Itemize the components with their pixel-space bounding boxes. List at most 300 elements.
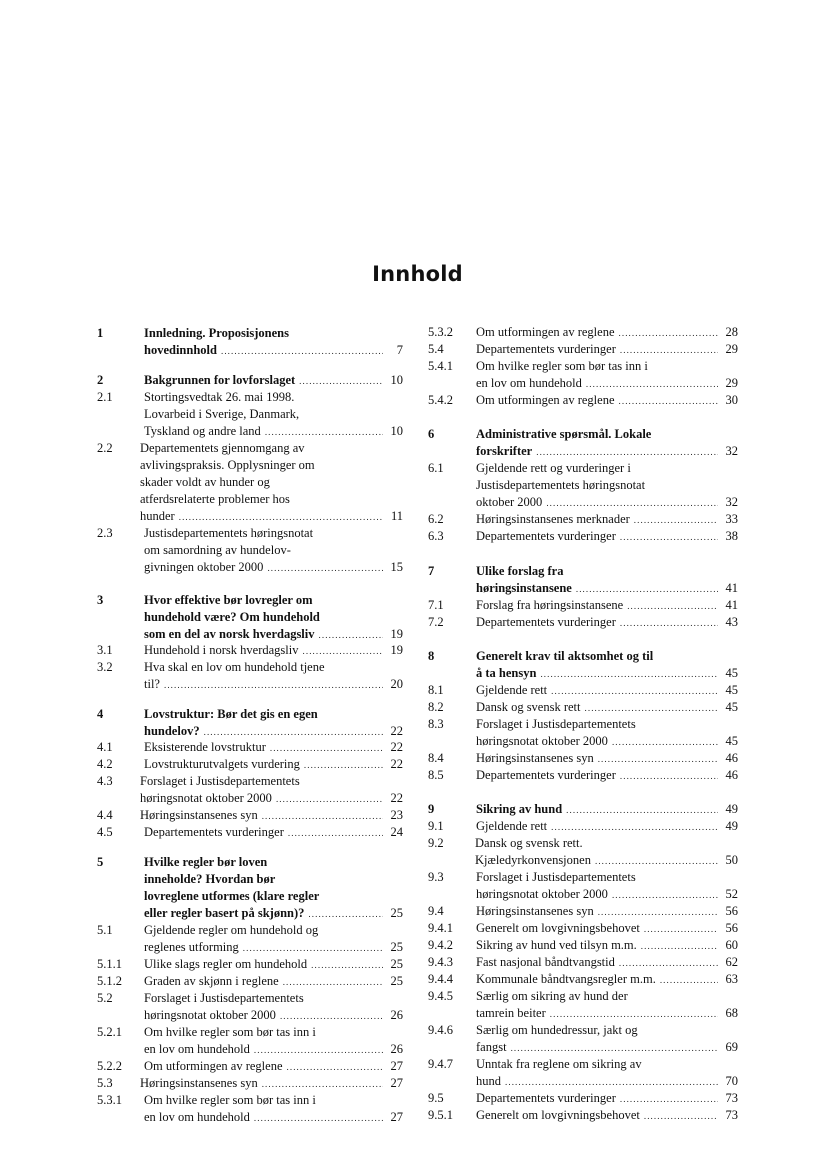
toc-entry-number: 4.2 bbox=[97, 757, 113, 771]
toc-entry[interactable] bbox=[428, 528, 738, 545]
toc-entry-title-line: Departementets vurderinger bbox=[476, 615, 616, 629]
toc-entry-title-line: Forslaget i Justisdepartementets bbox=[476, 717, 636, 731]
toc-entry-number: 9.5 bbox=[428, 1091, 444, 1105]
toc-entry[interactable] bbox=[97, 956, 403, 973]
toc-page-number: 10 bbox=[390, 373, 403, 387]
leader-dots bbox=[243, 940, 383, 957]
toc-entry-number: 6.1 bbox=[428, 461, 444, 475]
toc-entry-number: 9.4.6 bbox=[428, 1023, 453, 1037]
toc-entry[interactable] bbox=[428, 971, 738, 988]
toc-entry-title-line: hund bbox=[476, 1074, 501, 1088]
leader-dots bbox=[644, 921, 718, 938]
toc-entry-title-line: som en del av norsk hverdagsliv bbox=[144, 627, 315, 641]
toc-entry-number: 1 bbox=[97, 326, 104, 340]
toc-page-number: 20 bbox=[390, 677, 403, 691]
toc-entry[interactable] bbox=[428, 699, 738, 716]
toc-entry-number: 5.1 bbox=[97, 923, 113, 937]
toc-entry-title-line: inneholde? Hvordan bør bbox=[144, 872, 276, 886]
toc-entry-title-line: Gjeldende rett bbox=[476, 819, 548, 833]
toc-entry-title-line: hunder bbox=[140, 509, 175, 523]
toc-entry-title-line: Gjeldende regler om hundehold og bbox=[144, 923, 319, 937]
toc-entry-title-line: tamrein beiter bbox=[476, 1006, 546, 1020]
toc-page-number: 46 bbox=[725, 751, 738, 765]
toc-page-number: 56 bbox=[725, 904, 738, 918]
toc-entry-title-line: Departementets gjennomgang av bbox=[140, 441, 305, 455]
toc-entry[interactable] bbox=[428, 392, 738, 409]
toc-entry-number: 5.1.2 bbox=[97, 974, 122, 988]
toc-entry[interactable] bbox=[428, 648, 738, 682]
toc-entry-title-line: en lov om hundehold bbox=[476, 376, 582, 390]
toc-page-number: 45 bbox=[725, 700, 738, 714]
toc-entry-number: 5 bbox=[97, 855, 104, 869]
toc-entry-number: 6.3 bbox=[428, 529, 444, 543]
toc-entry[interactable] bbox=[428, 801, 738, 818]
toc-entry-number: 3.2 bbox=[97, 660, 113, 674]
toc-entry-title-line: Administrative spørsmål. Lokale bbox=[476, 427, 652, 441]
leader-dots bbox=[620, 342, 718, 359]
leader-dots bbox=[308, 906, 383, 923]
toc-entry-number: 4.5 bbox=[97, 825, 113, 839]
leader-dots bbox=[254, 1110, 383, 1127]
toc-page-number: 60 bbox=[725, 938, 738, 952]
leader-dots bbox=[619, 325, 719, 342]
toc-entry[interactable] bbox=[428, 716, 738, 750]
leader-dots bbox=[283, 974, 383, 991]
toc-entry-title-line: hovedinnhold bbox=[144, 343, 217, 357]
leader-dots bbox=[620, 529, 718, 546]
leader-dots bbox=[267, 560, 383, 577]
toc-page-number: 22 bbox=[390, 791, 403, 805]
toc-entry-title-line: Sikring av hund bbox=[476, 802, 563, 816]
toc-page-number: 25 bbox=[390, 906, 403, 920]
toc-entry[interactable] bbox=[97, 756, 403, 773]
toc-page-number: 25 bbox=[390, 974, 403, 988]
toc-page-number: 22 bbox=[390, 757, 403, 771]
toc-entry-number: 5.1.1 bbox=[97, 957, 122, 971]
leader-dots bbox=[551, 683, 718, 700]
toc-entry-title-line: Ulike forslag fra bbox=[476, 564, 564, 578]
toc-entry-title-line: Stortingsvedtak 26. mai 1998. bbox=[144, 390, 295, 404]
toc-entry-title-line: Departementets vurderinger bbox=[476, 342, 616, 356]
toc-entry[interactable] bbox=[97, 642, 403, 659]
toc-page-number: 73 bbox=[725, 1091, 738, 1105]
toc-entry-title-line: Graden av skjønn i reglene bbox=[144, 974, 279, 988]
toc-entry[interactable] bbox=[428, 682, 738, 699]
leader-dots bbox=[598, 904, 718, 921]
toc-entry-title-line: Ulike slags regler om hundehold bbox=[144, 957, 308, 971]
leader-dots bbox=[270, 740, 383, 757]
toc-entry-title-line: Generelt om lovgivningsbehovet bbox=[476, 921, 640, 935]
toc-entry-number: 4.4 bbox=[97, 808, 113, 822]
toc-entry-title-line: fangst bbox=[476, 1040, 507, 1054]
toc-page-number: 22 bbox=[390, 740, 403, 754]
toc-entry-title-line: Lovstrukturutvalgets vurdering bbox=[144, 757, 300, 771]
toc-entry-number: 4 bbox=[97, 707, 104, 721]
toc-entry[interactable] bbox=[97, 1024, 403, 1058]
toc-entry-number: 5.2.1 bbox=[97, 1025, 122, 1039]
toc-entry-number: 8.1 bbox=[428, 683, 444, 697]
toc-entry-number: 8.5 bbox=[428, 768, 444, 782]
leader-dots bbox=[288, 825, 383, 842]
toc-entry[interactable] bbox=[428, 903, 738, 920]
toc-entry[interactable] bbox=[97, 973, 403, 990]
toc-entry-number: 8.3 bbox=[428, 717, 444, 731]
toc-entry-title-line: givningen oktober 2000 bbox=[144, 560, 264, 574]
toc-entry-title-line: hundelov? bbox=[144, 724, 200, 738]
toc-page-number: 49 bbox=[725, 819, 738, 833]
toc-entry-number: 5.2.2 bbox=[97, 1059, 122, 1073]
toc-page-number: 19 bbox=[390, 627, 403, 641]
toc-entry-number: 5.3 bbox=[97, 1076, 113, 1090]
toc-entry-number: 9.4.5 bbox=[428, 989, 453, 1003]
toc-entry-title-line: Særlig om hundedressur, jakt og bbox=[476, 1023, 638, 1037]
toc-entry[interactable] bbox=[428, 324, 738, 341]
leader-dots bbox=[620, 768, 718, 785]
toc-entry-number: 8.4 bbox=[428, 751, 444, 765]
toc-entry-title-line: Unntak fra reglene om sikring av bbox=[476, 1057, 642, 1071]
leader-dots bbox=[540, 666, 718, 683]
toc-entry[interactable] bbox=[97, 706, 403, 740]
toc-page-number: 41 bbox=[725, 598, 738, 612]
leader-dots bbox=[612, 887, 718, 904]
toc-entry-title-line: Om utformingen av reglene bbox=[476, 325, 615, 339]
toc-entry-number: 9.4 bbox=[428, 904, 444, 918]
toc-entry-title-line: Lovarbeid i Sverige, Danmark, bbox=[144, 407, 300, 421]
toc-page-number: 49 bbox=[725, 802, 738, 816]
page-title: Innhold bbox=[372, 262, 463, 286]
leader-dots bbox=[586, 376, 718, 393]
toc-entry-title-line: Om hvilke regler som bør tas inn i bbox=[144, 1025, 316, 1039]
toc-entry-number: 9 bbox=[428, 802, 435, 816]
toc-entry[interactable] bbox=[97, 807, 403, 824]
leader-dots bbox=[303, 643, 384, 660]
toc-entry-title-line: Justisdepartementets høringsnotat bbox=[476, 478, 646, 492]
leader-dots bbox=[627, 598, 718, 615]
toc-entry-title-line: Høringsinstansenes syn bbox=[140, 1076, 258, 1090]
toc-entry-title-line: eller regler basert på skjønn)? bbox=[144, 906, 305, 920]
toc-entry-number: 9.4.4 bbox=[428, 972, 453, 986]
toc-entry-number: 2.1 bbox=[97, 390, 113, 404]
toc-entry-title-line: Kjæledyrkonvensjonen bbox=[475, 853, 591, 867]
toc-entry-number: 9.2 bbox=[428, 836, 444, 850]
toc-entry[interactable] bbox=[97, 990, 403, 1024]
leader-dots bbox=[262, 1076, 383, 1093]
toc-entry-number: 4.3 bbox=[97, 774, 113, 788]
toc-entry[interactable] bbox=[97, 525, 403, 576]
toc-entry-title-line: Kommunale båndtvangsregler m.m. bbox=[476, 972, 656, 986]
toc-entry-number: 9.1 bbox=[428, 819, 444, 833]
leader-dots bbox=[276, 791, 383, 808]
toc-entry-title-line: Forslaget i Justisdepartementets bbox=[140, 774, 300, 788]
toc-entry-title-line: Om hvilke regler som bør tas inn i bbox=[144, 1093, 316, 1107]
toc-entry[interactable] bbox=[428, 358, 738, 392]
toc-entry-title-line: høringsnotat oktober 2000 bbox=[476, 887, 608, 901]
toc-entry[interactable] bbox=[97, 440, 403, 525]
leader-dots bbox=[254, 1042, 383, 1059]
toc-entry-title-line: reglenes utforming bbox=[144, 940, 239, 954]
leader-dots bbox=[511, 1040, 718, 1057]
toc-entry-number: 9.4.7 bbox=[428, 1057, 453, 1071]
toc-entry-number: 2.3 bbox=[97, 526, 113, 540]
toc-entry-title-line: Hundehold i norsk hverdagsliv bbox=[144, 643, 299, 657]
toc-entry-title-line: Generelt om lovgivningsbehovet bbox=[476, 1108, 640, 1122]
leader-dots bbox=[299, 373, 383, 390]
toc-entry[interactable] bbox=[97, 922, 403, 956]
toc-entry-title-line: Om utformingen av reglene bbox=[144, 1059, 283, 1073]
toc-entry[interactable] bbox=[428, 937, 738, 954]
toc-entry-title-line: Lovstruktur: Bør det gis en egen bbox=[144, 707, 318, 721]
toc-entry-number: 8 bbox=[428, 649, 435, 663]
leader-dots bbox=[619, 955, 718, 972]
toc-page-number: 62 bbox=[725, 955, 738, 969]
toc-entry-title-line: Eksisterende lovstruktur bbox=[144, 740, 266, 754]
toc-entry[interactable] bbox=[428, 869, 738, 903]
toc-entry-number: 2.2 bbox=[97, 441, 113, 455]
toc-entry-title-line: Dansk og svensk rett. bbox=[475, 836, 583, 850]
toc-entry-title-line: høringsinstansene bbox=[476, 581, 572, 595]
toc-entry[interactable] bbox=[428, 614, 738, 631]
toc-entry-number: 9.4.1 bbox=[428, 921, 453, 935]
toc-entry-number: 3 bbox=[97, 593, 104, 607]
toc-entry[interactable] bbox=[428, 1022, 738, 1056]
leader-dots bbox=[164, 677, 383, 694]
toc-entry[interactable] bbox=[97, 659, 403, 693]
toc-entry[interactable] bbox=[428, 988, 738, 1022]
toc-entry-title-line: Departementets vurderinger bbox=[476, 529, 616, 543]
toc-page-number: 26 bbox=[390, 1008, 403, 1022]
toc-entry-number: 7 bbox=[428, 564, 435, 578]
toc-entry-number: 3.1 bbox=[97, 643, 113, 657]
toc-entry-title-line: til? bbox=[144, 677, 160, 691]
toc-entry-title-line: å ta hensyn bbox=[476, 666, 537, 680]
toc-entry-title-line: Forslaget i Justisdepartementets bbox=[144, 991, 304, 1005]
leader-dots bbox=[179, 509, 383, 526]
toc-entry[interactable] bbox=[97, 592, 403, 643]
toc-entry-title-line: Høringsinstansenes syn bbox=[476, 904, 594, 918]
leader-dots bbox=[619, 393, 719, 410]
toc-entry[interactable] bbox=[428, 511, 738, 528]
toc-entry-title-line: Bakgrunnen for lovforslaget bbox=[144, 373, 296, 387]
toc-entry-title-line: forskrifter bbox=[476, 444, 533, 458]
toc-page-number: 50 bbox=[725, 853, 738, 867]
toc-entry[interactable] bbox=[97, 372, 403, 389]
leader-dots bbox=[221, 343, 383, 360]
toc-entry[interactable] bbox=[428, 341, 738, 358]
toc-entry-title-line: høringsnotat oktober 2000 bbox=[140, 791, 272, 805]
toc-entry-title-line: oktober 2000 bbox=[476, 495, 543, 509]
toc-page-number: 45 bbox=[725, 734, 738, 748]
toc-entry[interactable] bbox=[97, 325, 403, 359]
toc-page-number: 46 bbox=[725, 768, 738, 782]
toc-page-number: 32 bbox=[725, 495, 738, 509]
toc-entry[interactable] bbox=[428, 835, 738, 869]
toc-page-number: 63 bbox=[725, 972, 738, 986]
leader-dots bbox=[551, 819, 718, 836]
toc-entry-title-line: Høringsinstansenes syn bbox=[476, 751, 594, 765]
leader-dots bbox=[634, 512, 718, 529]
toc-entry-title-line: Hvor effektive bør lovregler om bbox=[144, 593, 313, 607]
toc-entry[interactable] bbox=[97, 854, 403, 922]
toc-entry-title-line: Forslaget i Justisdepartementets bbox=[476, 870, 636, 884]
leader-dots bbox=[536, 444, 718, 461]
toc-page-number: 27 bbox=[390, 1110, 403, 1124]
toc-entry-title-line: Fast nasjonal båndtvangstid bbox=[476, 955, 615, 969]
toc-page-number: 33 bbox=[725, 512, 738, 526]
toc-entry[interactable] bbox=[428, 920, 738, 937]
toc-entry-number: 2 bbox=[97, 373, 104, 387]
toc-page-number: 24 bbox=[390, 825, 403, 839]
toc-entry[interactable] bbox=[428, 460, 738, 511]
toc-entry-title-line: avlivingspraksis. Opplysninger om bbox=[140, 458, 315, 472]
toc-page-number: 68 bbox=[725, 1006, 738, 1020]
toc-entry-number: 5.3.1 bbox=[97, 1093, 122, 1107]
leader-dots bbox=[287, 1059, 384, 1076]
toc-entry-title-line: Hva skal en lov om hundehold tjene bbox=[144, 660, 325, 674]
toc-entry-title-line: Om hvilke regler som bør tas inn i bbox=[476, 359, 648, 373]
toc-entry-number: 6.2 bbox=[428, 512, 444, 526]
toc-entry-title-line: Særlig om sikring av hund der bbox=[476, 989, 628, 1003]
toc-entry[interactable] bbox=[97, 1075, 403, 1092]
leader-dots bbox=[550, 1006, 718, 1023]
toc-page-number: 25 bbox=[390, 957, 403, 971]
toc-page-number: 23 bbox=[390, 808, 403, 822]
leader-dots bbox=[546, 495, 718, 512]
toc-page-number: 15 bbox=[390, 560, 403, 574]
toc-page-number: 11 bbox=[390, 509, 403, 523]
toc-entry-title-line: lovreglene utformes (klare regler bbox=[144, 889, 320, 903]
toc-page-number: 28 bbox=[725, 325, 738, 339]
toc-page-number: 27 bbox=[390, 1076, 403, 1090]
toc-entry[interactable] bbox=[97, 824, 403, 841]
toc-page-number: 32 bbox=[725, 444, 738, 458]
toc-entry-title-line: Justisdepartementets høringsnotat bbox=[144, 526, 314, 540]
leader-dots bbox=[585, 700, 719, 717]
toc-page-number: 43 bbox=[725, 615, 738, 629]
toc-entry-title-line: atferdsrelaterte problemer hos bbox=[140, 492, 290, 506]
toc-entry-title-line: Sikring av hund ved tilsyn m.m. bbox=[476, 938, 637, 952]
leader-dots bbox=[265, 424, 383, 441]
toc-entry-number: 5.3.2 bbox=[428, 325, 453, 339]
toc-entry-title-line: en lov om hundehold bbox=[144, 1042, 250, 1056]
toc-entry-title-line: Høringsinstansenes syn bbox=[140, 808, 258, 822]
toc-entry-number: 9.5.1 bbox=[428, 1108, 453, 1122]
toc-entry-number: 9.4.2 bbox=[428, 938, 453, 952]
toc-entry[interactable] bbox=[97, 1058, 403, 1075]
toc-entry[interactable] bbox=[428, 818, 738, 835]
toc-entry-number: 5.4 bbox=[428, 342, 444, 356]
toc-entry[interactable] bbox=[97, 1092, 403, 1126]
leader-dots bbox=[595, 853, 718, 870]
toc-page-number: 38 bbox=[725, 529, 738, 543]
toc-page-number: 52 bbox=[725, 887, 738, 901]
toc-entry-number: 8.2 bbox=[428, 700, 444, 714]
toc-entry-title-line: om samordning av hundelov- bbox=[144, 543, 291, 557]
leader-dots bbox=[660, 972, 718, 989]
leader-dots bbox=[304, 757, 383, 774]
leader-dots bbox=[280, 1008, 383, 1025]
toc-page-number: 45 bbox=[725, 666, 738, 680]
toc-entry-number: 5.4.1 bbox=[428, 359, 453, 373]
toc-entry[interactable] bbox=[97, 773, 403, 807]
leader-dots bbox=[641, 938, 718, 955]
toc-entry-title-line: Generelt krav til aktsomhet og til bbox=[476, 649, 654, 663]
leader-dots bbox=[311, 957, 383, 974]
toc-entry-title-line: høringsnotat oktober 2000 bbox=[476, 734, 608, 748]
leader-dots bbox=[505, 1074, 718, 1091]
toc-entry-number: 9.4.3 bbox=[428, 955, 453, 969]
toc-entry-title-line: Gjeldende rett og vurderinger i bbox=[476, 461, 631, 475]
toc-entry-number: 5.4.2 bbox=[428, 393, 453, 407]
leader-dots bbox=[644, 1108, 718, 1125]
leader-dots bbox=[620, 615, 718, 632]
toc-entry[interactable] bbox=[428, 1107, 738, 1124]
leader-dots bbox=[620, 1091, 718, 1108]
leader-dots bbox=[612, 734, 718, 751]
leader-dots bbox=[262, 808, 383, 825]
toc-entry-title-line: Dansk og svensk rett bbox=[476, 700, 581, 714]
toc-page-number: 29 bbox=[725, 342, 738, 356]
toc-page-number: 7 bbox=[396, 343, 403, 357]
toc-entry-title-line: en lov om hundehold bbox=[144, 1110, 250, 1124]
toc-entry[interactable] bbox=[428, 750, 738, 767]
toc-page-number: 29 bbox=[725, 376, 738, 390]
toc-entry-number: 7.1 bbox=[428, 598, 444, 612]
toc-entry[interactable] bbox=[97, 739, 403, 756]
toc-entry-title-line: Departementets vurderinger bbox=[144, 825, 284, 839]
toc-page-number: 41 bbox=[725, 581, 738, 595]
toc-entry-title-line: Innledning. Proposisjonens bbox=[144, 326, 289, 340]
toc-page-number: 56 bbox=[725, 921, 738, 935]
toc-entry[interactable] bbox=[428, 954, 738, 971]
toc-entry-number: 5.2 bbox=[97, 991, 113, 1005]
toc-page-number: 69 bbox=[725, 1040, 738, 1054]
toc-entry[interactable] bbox=[428, 426, 738, 460]
toc-page-number: 45 bbox=[725, 683, 738, 697]
toc-page-number: 10 bbox=[390, 424, 403, 438]
toc-page-number: 22 bbox=[390, 724, 403, 738]
toc-entry-title-line: Forslag fra høringsinstansene bbox=[476, 598, 624, 612]
toc-entry[interactable] bbox=[428, 1090, 738, 1107]
toc-entry-number: 7.2 bbox=[428, 615, 444, 629]
toc-entry[interactable] bbox=[97, 389, 403, 440]
toc-entry-title-line: Høringsinstansenes merknader bbox=[476, 512, 630, 526]
leader-dots bbox=[598, 751, 718, 768]
toc-page-number: 30 bbox=[725, 393, 738, 407]
toc-entry-title-line: Departementets vurderinger bbox=[476, 768, 616, 782]
toc-entry-title-line: Departementets vurderinger bbox=[476, 1091, 616, 1105]
toc-page-number: 73 bbox=[725, 1108, 738, 1122]
toc-page-number: 27 bbox=[390, 1059, 403, 1073]
toc-entry-number: 4.1 bbox=[97, 740, 113, 754]
toc-entry-title-line: høringsnotat oktober 2000 bbox=[144, 1008, 276, 1022]
toc-entry[interactable] bbox=[428, 1056, 738, 1090]
toc-entry-title-line: Tyskland og andre land bbox=[144, 424, 261, 438]
toc-entry[interactable] bbox=[428, 597, 738, 614]
toc-entry-title-line: hundehold være? Om hundehold bbox=[144, 610, 320, 624]
leader-dots bbox=[566, 802, 718, 819]
toc-entry-title-line: Om utformingen av reglene bbox=[476, 393, 615, 407]
toc-entry-title-line: Hvilke regler bør loven bbox=[144, 855, 268, 869]
toc-entry-number: 9.3 bbox=[428, 870, 444, 884]
toc-page-number: 26 bbox=[390, 1042, 403, 1056]
toc-entry-number: 6 bbox=[428, 427, 435, 441]
toc-page-number: 25 bbox=[390, 940, 403, 954]
toc-entry[interactable] bbox=[428, 563, 738, 597]
toc-page-number: 70 bbox=[725, 1074, 738, 1088]
toc-page-number: 19 bbox=[390, 643, 403, 657]
toc-entry-title-line: skader voldt av hunder og bbox=[140, 475, 270, 489]
toc-entry[interactable] bbox=[428, 767, 738, 784]
